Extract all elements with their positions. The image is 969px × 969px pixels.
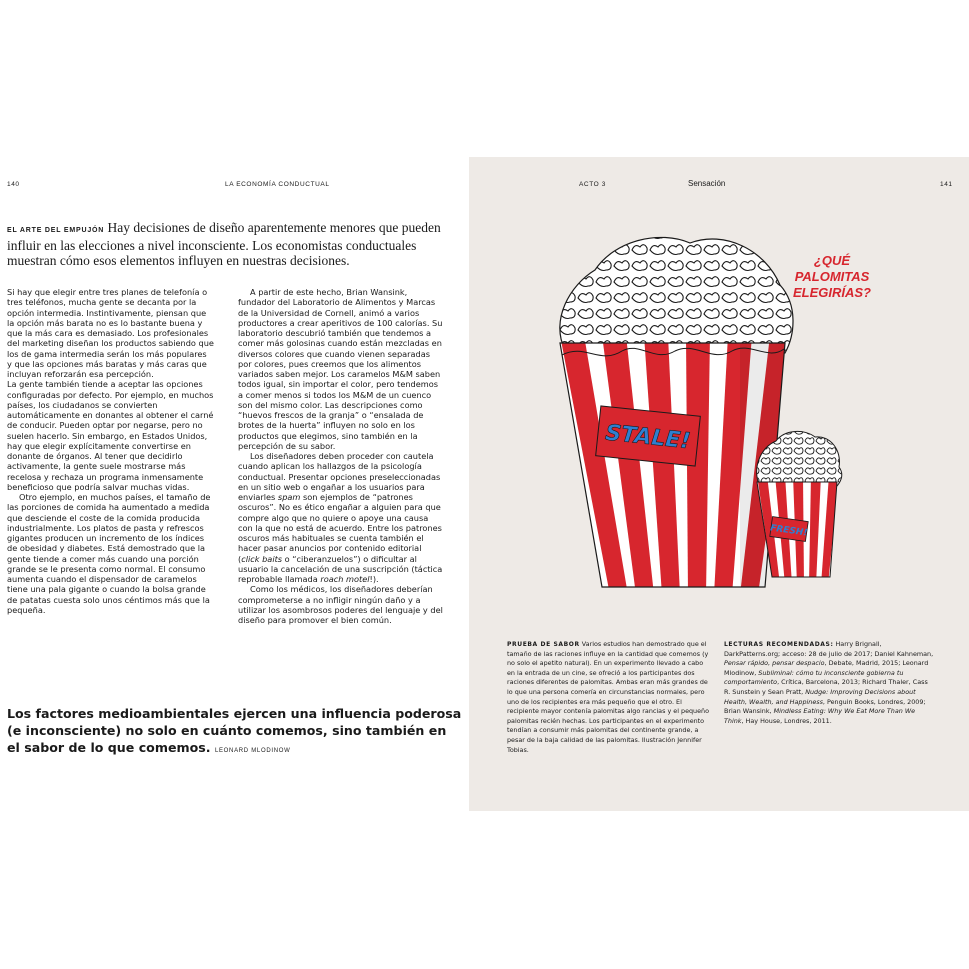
text-run: Si hay que elegir entre tres planes de telefonía o tres teléfonos, mucha gente se decanta por la opción intermedia. Instintivamente, piensan que la opción más barata no es lo bastante buena y que la más cara es demasiado. Los profesionales del marketing diseñan los productos sabiendo que los de gama intermedia serán los más populares y que las opciones más baratas y más caras que incluyan reforzarán esa percepción. [7,287,214,379]
text-run: , Hay House, Londres, 2011. [741,716,832,725]
intro-text: Hay decisiones de diseño aparentemente menores que pueden influir en las elecciones a nivel inconsciente. Los economistas conductuales muestran cómo esos elementos influyen en nuestras decisiones. [7,220,441,268]
text-run: Como los médicos, los diseñadores deberían comprometerse a no infligir ningún daño y a utilizar los asombrosos poderes del lenguaje y del diseño para promover el bien común. [238,584,443,625]
body-column-2 [238,287,445,625]
body-paragraph [238,451,445,584]
body-paragraph [7,287,214,379]
text-run: Otro ejemplo, en muchos países, el tamaño de las porciones de comida ha aumentado a medida que desciende el coste de la comida producida industrialmente. Los platos de pasta y refrescos gigantes producen un incremento de los índices de obesidad y diabetes. Está demostrado que la gente tiende a comer más cuando una porción grande se le presenta como normal. El consumo aumenta cuando el dispensador de caramelos tiene una pala gigante o cuando la bolsa grande de patatas cuesta solo unos céntimos más que la pequeña. [7,492,211,615]
caption-right-text [724,640,933,725]
fresh-text: FRESH! [769,523,808,539]
headline-line-3: ELEGIRÍAS? [792,285,872,300]
caption-left-text: Varios estudios han demostrado que el tamaño de las raciones influye en la cantidad que comemos (y no solo el apetito natural). En un experimento llevado a cabo en la entrada de un cine, se ofreció a los participantes dos raciones diferentes de palomitas. Ambas eran más grandes de lo que una persona comería en circunstancias normales, pero uno de los recipientes era más pequeño que el otro. El recipiente mayor contenía palomitas algo rancias y el pequeño palomitas recién hechas. Los participantes en el experimento tendían a consumir más palomitas del continente grande, a pesar de la baja calidad de las palomitas. Ilustración Jennifer Tobias. [507,640,709,754]
text-run: son ejemplos de “patrones oscuros”. No es ético engañar a alguien para que compre algo que no quiere o apoye una causa con la que no está de acuerdo. Entre los patrones oscuros más habituales se cuenta también el hacer pasar anuncios por contenido editorial ( [238,492,442,564]
intro-kicker: EL ARTE DEL EMPUJÓN [7,227,105,234]
text-run: o “ciberanzuelos”) o dificultar al usuario la cancelación de una suscripción (táctica reprobable llamada [238,553,443,584]
running-head-left: LA ECONOMÍA CONDUCTUAL [225,181,330,188]
text-run: , Penguin Books, Londres, 2009; Brian Wansink, [724,697,926,716]
italic-text: roach motel [320,574,370,584]
body-paragraph [238,287,445,451]
pull-quote-attribution: LEONARD MLODINOW [214,748,291,754]
text-run: , Debate, Madrid, 2015; Leonard Mlodinow, [724,659,929,677]
caption-right-kicker: LECTURAS RECOMENDADAS: [724,641,834,648]
italic-text: spam [277,492,301,502]
caption-left-kicker: PRUEBA DE SABOR [507,641,580,648]
text-run: !). [369,574,379,584]
text-run: , Crítica, Barcelona, 2013; Richard Thaler, Cass R. Sunstein y Sean Pratt, [724,678,928,696]
popcorn-illustration [540,225,880,605]
stale-text: STALE! [604,420,692,455]
caption-taste-test [507,640,710,755]
headline-line-1: ¿QUÉ [813,253,851,268]
pull-quote-text: Los factores medioambientales ejercen una influencia poderosa (e inconsciente) no solo en cuánto comemos, sino también en el sabor de lo que comemos. [7,706,462,755]
body-column-1 [7,287,214,615]
italic-text: Pensar rápido, pensar despacio [724,659,825,668]
body-paragraph [7,492,214,615]
body-paragraph [238,584,445,625]
text-run: La gente también tiende a aceptar las opciones configuradas por defecto. Por ejemplo, en muchos países, los ciudadanos se convierten automáticamente en donantes al obtener el carné de conducir. Pueden optar por negarse, pero no suelen hacerlo. Sin embargo, en Estados Unidos, hay que elegir explícitamente convertirse en donante de órganos. Al tener que decidirlo activamente, la gente suele mostrarse más recelosa y rechaza un programa inmensamente beneficioso que podría salvar muchas vidas. [7,379,214,492]
stale-label [596,406,701,466]
italic-text: Nudge: Improving Decisions about Health, Wealth, and Happiness [724,687,916,706]
italic-text: Subliminal: cómo tu inconsciente gobierna tu comportamiento [724,668,904,687]
pull-quote [7,705,462,760]
body-paragraph [7,379,214,492]
text-run: A partir de este hecho, Brian Wansink, fundador del Laboratorio de Alimentos y Marcas de la Universidad de Cornell, animó a varios productores a crear aperitivos de 100 calorías. Su laboratorio descubrió también que tendemos a comer más golosinas cuando están mezcladas en diversos colores que cuando vienen separadas por colores, pues creemos que los alimentos variados saben mejor. Los caramelos M&M saben todos igual, sin importar el color, pero tendemos a comer menos si todos los M&M de un cuenco son del mismo color. Las descripciones como “huevos frescos de la granja” o “ensalada de brotes de la huerta” influyen no solo en los productos que elegimos, sino también en la percepción de su sabor. [238,287,443,451]
text-run: Harry Brignall, DarkPatterns.org; acceso: 28 de julio de 2017; Daniel Kahneman, [724,640,934,658]
running-head-title: Sensación [688,179,726,188]
intro-paragraph [7,220,462,268]
text-run: Los diseñadores deben proceder con cautela cuando aplican los hallazgos de la psicología conductual. Presentar opciones preseleccionadas en un sitio web o engañar a los usuarios para enviarles [238,451,441,502]
italic-text: Mindless Eating: Why We Eat More Than We Think [724,707,916,725]
headline [793,253,871,300]
page-number-right: 141 [940,181,953,188]
caption-recommended-reading [724,640,934,726]
italic-text: click baits [241,553,283,564]
page-number-left: 140 [7,181,20,188]
headline-line-2: PALOMITAS [794,269,870,284]
running-head-act: ACTO 3 [579,181,606,188]
